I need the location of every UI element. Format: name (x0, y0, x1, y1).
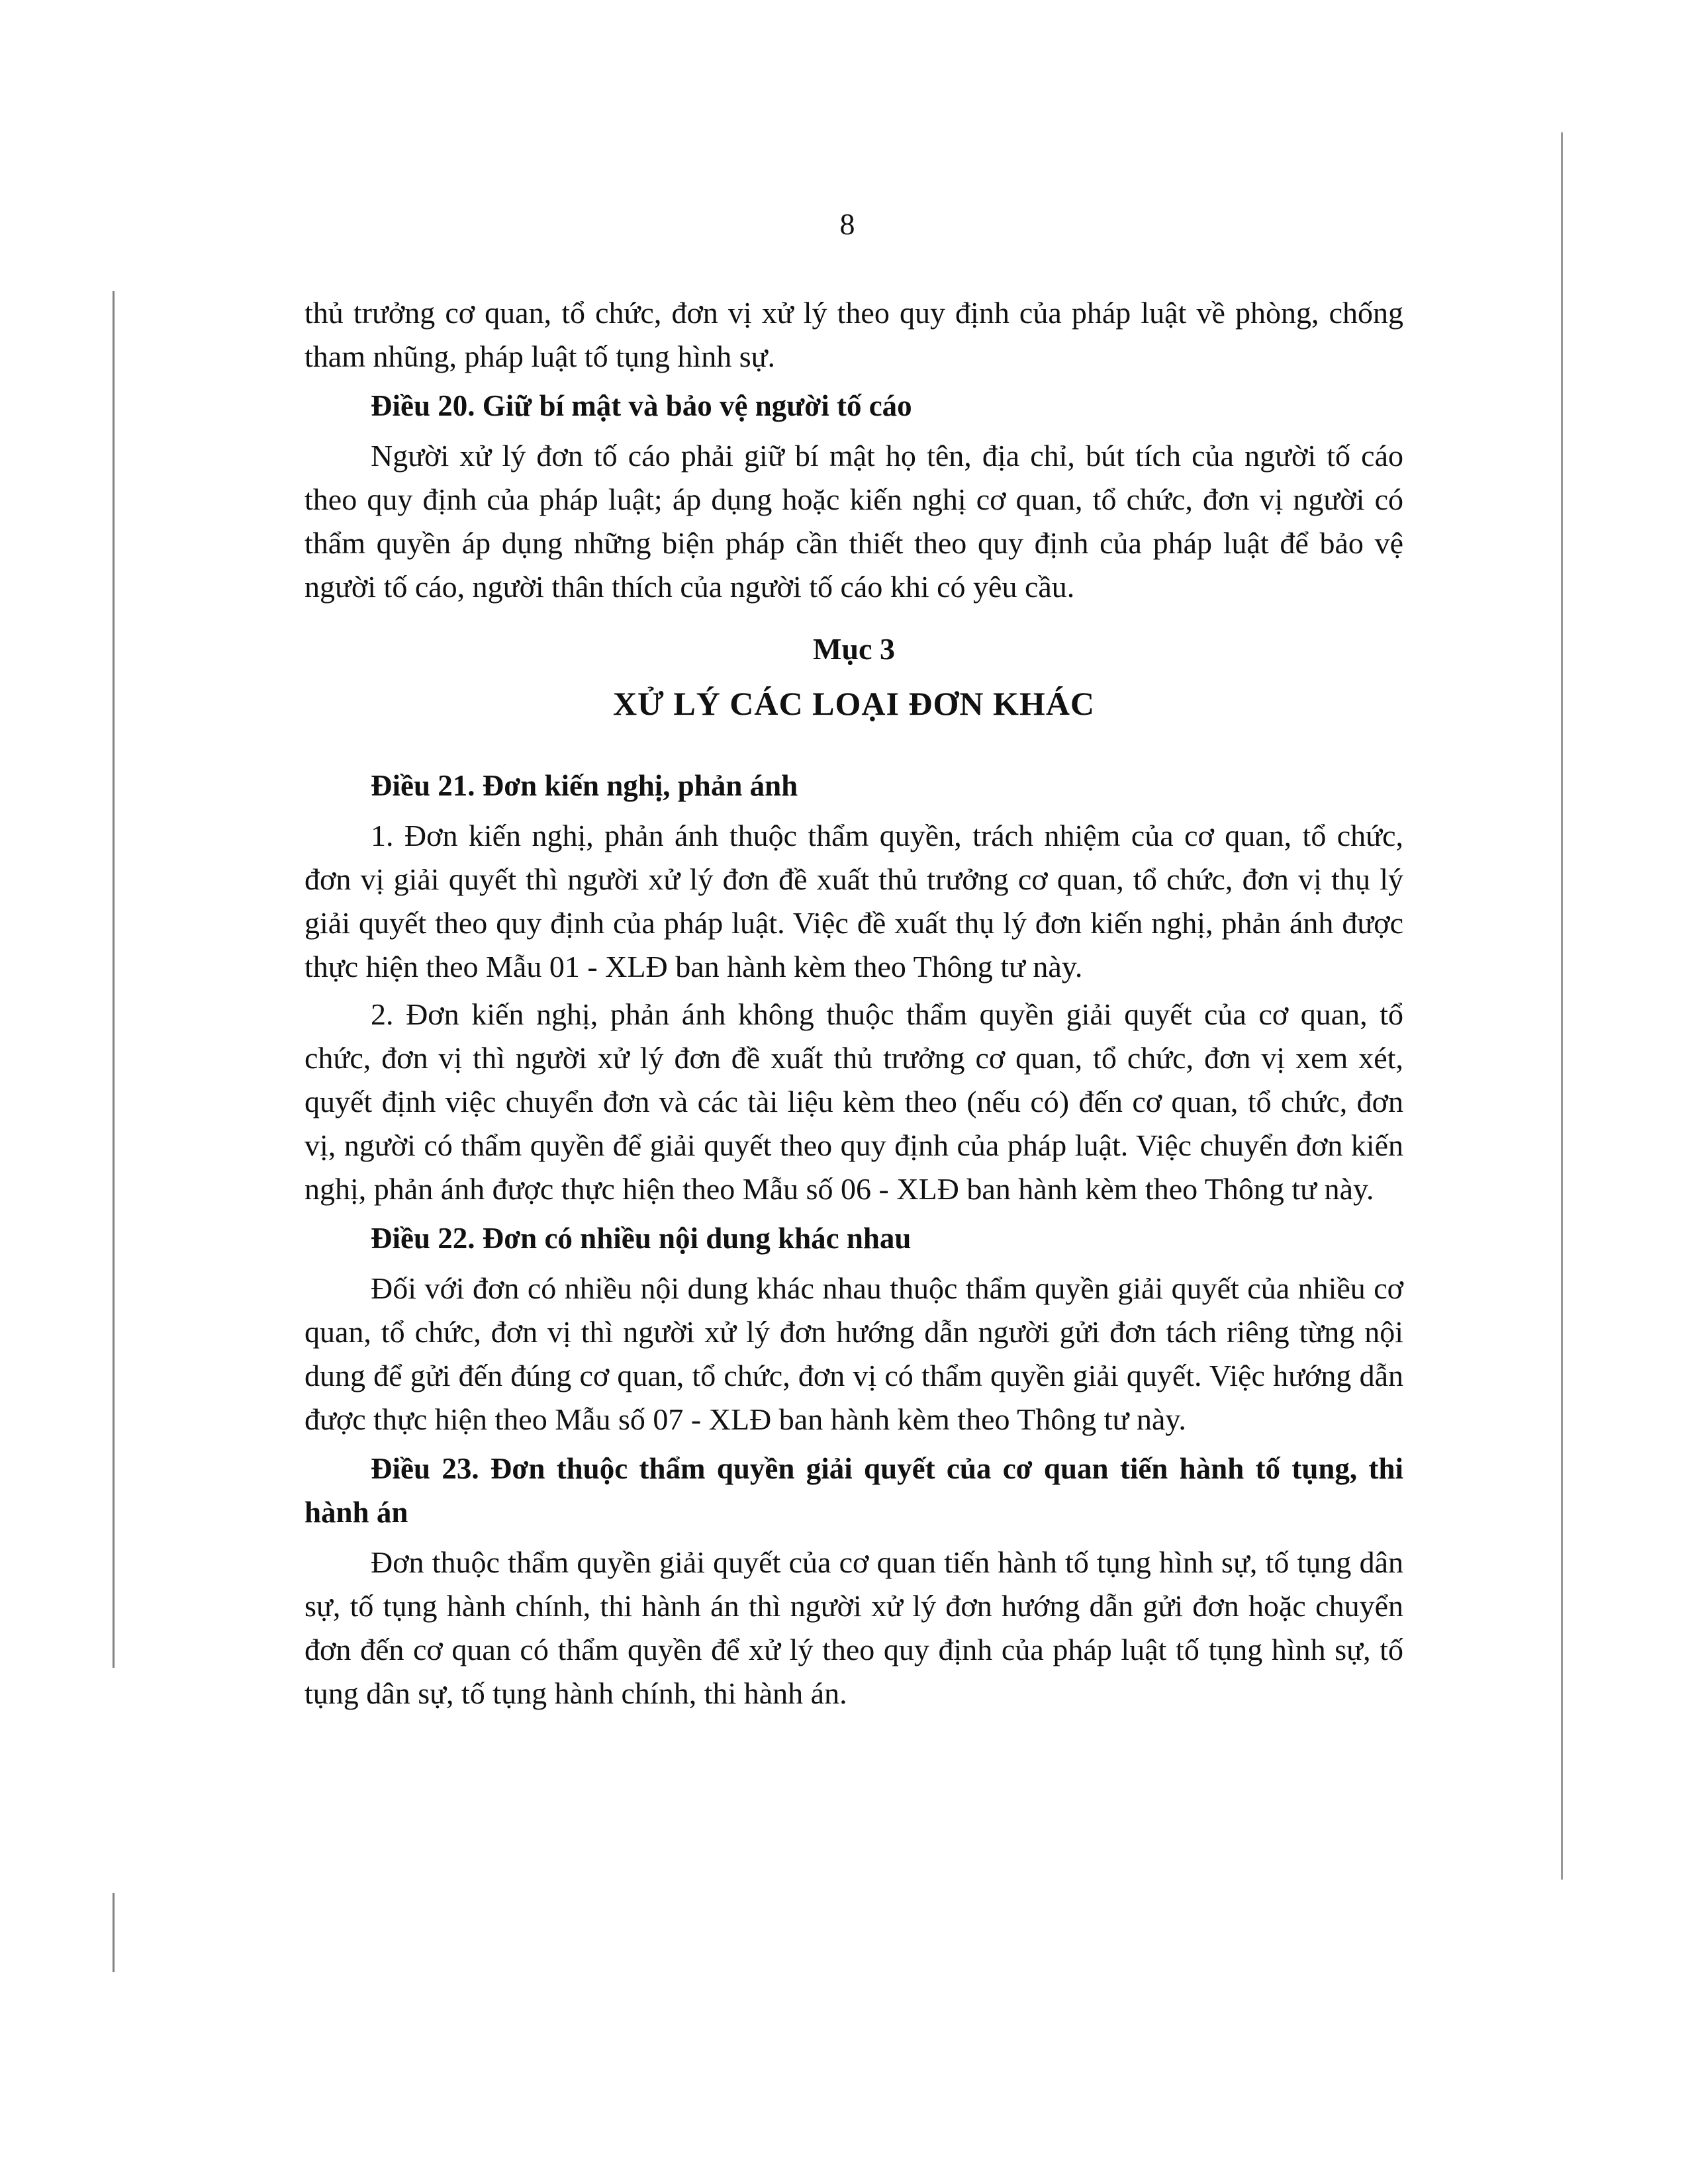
page-number: 8 (839, 207, 855, 241)
article-21-title: Điều 21. Đơn kiến nghị, phản ánh (371, 769, 798, 802)
scan-edge-right (1561, 132, 1563, 1880)
article-20-title: Điều 20. Giữ bí mật và bảo vệ người tố cáo (371, 389, 912, 422)
paragraph-continued: thủ trưởng cơ quan, tổ chức, đơn vị xử lý theo quy định của pháp luật về phòng, chống tham nhũng, pháp luật tố tụng hình sự. (305, 296, 1403, 373)
article-21-clause-2: 2. Đơn kiến nghị, phản ánh không thuộc thẩm quyền giải quyết của cơ quan, tổ chức, đơn vị thì người xử lý đơn đề xuất thủ trưởng cơ quan, tổ chức, đơn vị xem xét, quyết định việc chuyển đơn và các tài liệu kèm theo (nếu có) đến cơ quan, tổ chức, đơn vị, người có thẩm quyền để giải quyết theo quy định của pháp luật. Việc chuyển đơn kiến nghị, phản ánh được thực hiện theo Mẫu số 06 - XLĐ ban hành kèm theo Thông tư này. (305, 997, 1403, 1206)
article-22-title: Điều 22. Đơn có nhiều nội dung khác nhau (371, 1222, 912, 1255)
article-22-paragraph: Đối với đơn có nhiều nội dung khác nhau thuộc thẩm quyền giải quyết của nhiều cơ quan, tổ chức, đơn vị thì người xử lý đơn hướng dẫn người gửi đơn tách riêng từng nội dung để gửi đến đúng cơ quan, tổ chức, đơn vị có thẩm quyền giải quyết. Việc hướng dẫn được thực hiện theo Mẫu số 07 - XLĐ ban hành kèm theo Thông tư này. (305, 1271, 1403, 1436)
section-label: Mục 3 (813, 632, 895, 666)
article-23-title: Điều 23. Đơn thuộc thẩm quyền giải quyết của cơ quan tiến hành tố tụng, thi hành án (305, 1452, 1403, 1529)
scan-edge-left (113, 291, 115, 1668)
section-title: XỬ LÝ CÁC LOẠI ĐƠN KHÁC (612, 685, 1096, 722)
article-20-paragraph: Người xử lý đơn tố cáo phải giữ bí mật họ tên, địa chỉ, bút tích của người tố cáo theo quy định của pháp luật; áp dụng hoặc kiến nghị cơ quan, tổ chức, đơn vị người có thẩm quyền áp dụng những biện pháp cần thiết theo quy định của pháp luật để bảo vệ người tố cáo, người thân thích của người tố cáo khi có yêu cầu. (305, 439, 1403, 604)
document-body (305, 291, 1403, 1719)
article-21-clause-1: 1. Đơn kiến nghị, phản ánh thuộc thẩm quyền, trách nhiệm của cơ quan, tổ chức, đơn vị giải quyết thì người xử lý đơn đề xuất thủ trưởng cơ quan, tổ chức, đơn vị thụ lý giải quyết theo quy định của pháp luật. Việc đề xuất thụ lý đơn kiến nghị, phản ánh được thực hiện theo Mẫu 01 - XLĐ ban hành kèm theo Thông tư này. (305, 819, 1403, 983)
article-23-paragraph: Đơn thuộc thẩm quyền giải quyết của cơ quan tiến hành tố tụng hình sự, tố tụng dân sự, tố tụng hành chính, thi hành án thì người xử lý đơn hướng dẫn gửi đơn hoặc chuyển đơn đến cơ quan có thẩm quyền để xử lý theo quy định của pháp luật tố tụng hình sự, tố tụng dân sự, tố tụng hành chính, thi hành án. (305, 1545, 1403, 1710)
scan-edge-left-lower (113, 1893, 115, 1972)
